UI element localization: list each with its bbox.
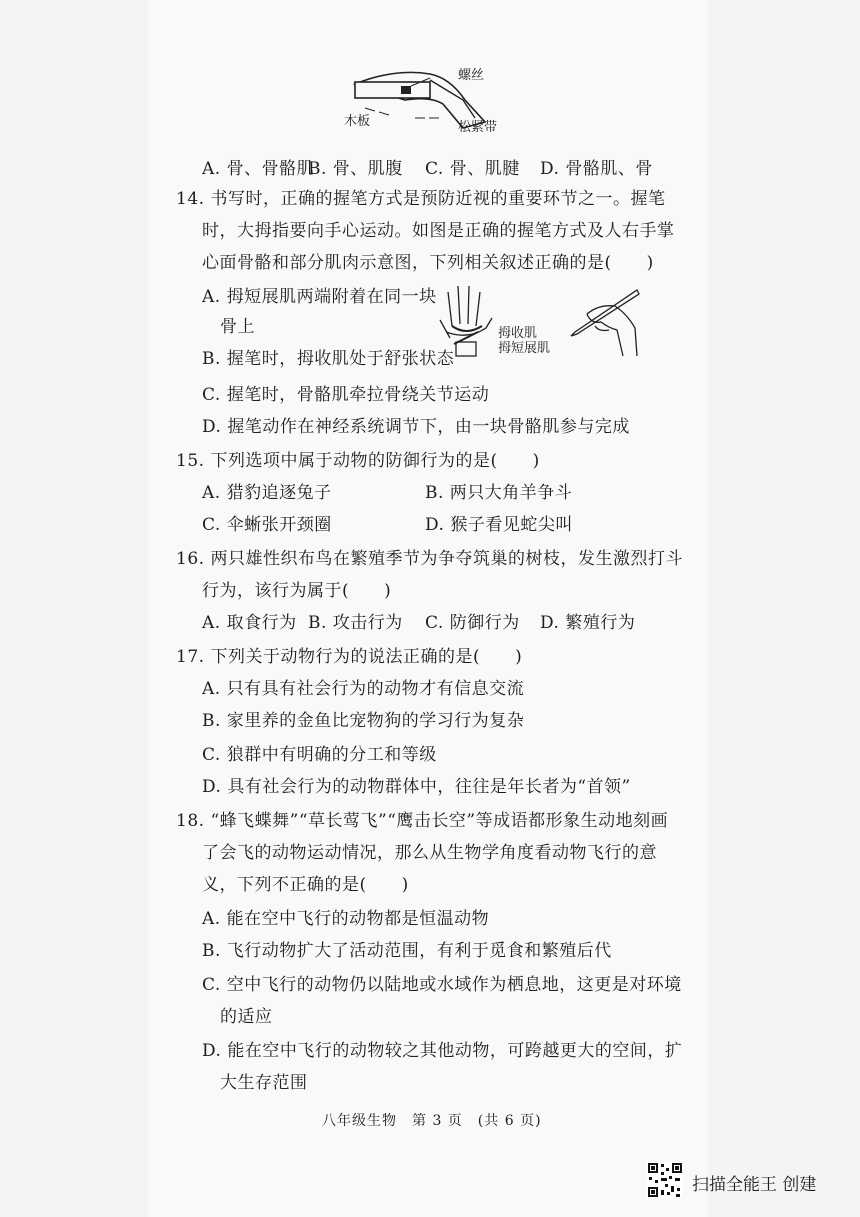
q15-option-b: B. 两只大角羊争斗 xyxy=(425,483,573,503)
q18-option-b: B. 飞行动物扩大了活动范围，有利于觅食和繁殖后代 xyxy=(202,941,612,961)
q18-option-d: D. 能在空中飞行的动物较之其他动物，可跨越更大的空间，扩 xyxy=(202,1041,683,1061)
q13-option-a: A. 骨、骨骼肌 xyxy=(202,159,315,179)
scanner-watermark: 扫描全能王 创建 xyxy=(692,1175,817,1195)
adductor-pollicis-label: 拇收肌 xyxy=(498,326,538,341)
q16-option-a: A. 取食行为 xyxy=(202,613,297,633)
band-label: 松紧带 xyxy=(458,120,498,135)
q17-option-c: C. 狼群中有明确的分工和等级 xyxy=(202,745,437,765)
q17-option-b: B. 家里养的金鱼比宠物狗的学习行为复杂 xyxy=(202,711,525,731)
abductor-pollicis-brevis-label: 拇短展肌 xyxy=(498,341,551,356)
q16-stem-line-1: 16. 两只雄性织布鸟在繁殖季节为争夺筑巢的树枝，发生激烈打斗 xyxy=(176,549,683,569)
qr-code-icon xyxy=(647,1162,683,1198)
q14-option-c: C. 握笔时，骨骼肌牵拉骨绕关节运动 xyxy=(202,385,490,405)
q17-option-d: D. 具有社会行为的动物群体中，往往是年长者为“首领” xyxy=(202,777,631,797)
q17-option-a: A. 只有具有社会行为的动物才有信息交流 xyxy=(202,679,525,699)
q14-option-b: B. 握笔时，拇收肌处于舒张状态 xyxy=(202,349,455,369)
q16-option-d: D. 繁殖行为 xyxy=(540,613,636,633)
q15-option-d: D. 猴子看见蛇尖叫 xyxy=(425,515,573,535)
screw-label: 螺丝 xyxy=(458,68,485,83)
q14-stem-line-1: 14. 书写时，正确的握笔方式是预防近视的重要环节之一。握笔 xyxy=(176,189,666,209)
q15-option-c: C. 伞蜥张开颈圈 xyxy=(202,515,332,535)
q18-option-c-cont: 的适应 xyxy=(220,1007,273,1027)
q13-option-b: B. 骨、肌腹 xyxy=(308,159,403,179)
q18-option-a: A. 能在空中飞行的动物都是恒温动物 xyxy=(202,909,490,929)
q14-stem-line-2: 时，大拇指要向手心运动。如图是正确的握笔方式及人右手掌 xyxy=(202,221,675,241)
q13-option-d: D. 骨骼肌、骨 xyxy=(540,159,653,179)
board-label: 木板 xyxy=(344,114,371,129)
q13-option-c: C. 骨、肌腱 xyxy=(425,159,520,179)
q18-stem-line-2: 了会飞的动物运动情况，那么从生物学角度看动物飞行的意 xyxy=(202,843,657,863)
q18-stem-line-3: 义，下列不正确的是( ) xyxy=(202,875,409,895)
q14-option-d: D. 握笔动作在神经系统调节下，由一块骨骼肌参与完成 xyxy=(202,417,630,437)
q18-option-c: C. 空中飞行的动物仍以陆地或水域作为栖息地，这更是对环境 xyxy=(202,975,682,995)
q14-option-a: A. 拇短展肌两端附着在同一块 xyxy=(202,287,437,307)
hand-holding-pen-figure xyxy=(565,286,645,358)
q15-stem: 15. 下列选项中属于动物的防御行为的是( ) xyxy=(176,451,540,471)
q18-option-d-cont: 大生存范围 xyxy=(220,1073,308,1093)
q14-stem-line-3: 心面骨骼和部分肌肉示意图，下列相关叙述正确的是( ) xyxy=(202,253,654,273)
q16-option-c: C. 防御行为 xyxy=(425,613,520,633)
q14-option-a-cont: 骨上 xyxy=(220,317,255,337)
page-footer: 八年级生物 第 3 页 (共 6 页) xyxy=(322,1113,542,1129)
q16-stem-line-2: 行为，该行为属于( ) xyxy=(202,581,392,601)
q16-option-b: B. 攻击行为 xyxy=(308,613,403,633)
q15-option-a: A. 猎豹追逐兔子 xyxy=(202,483,332,503)
q18-stem-line-1: 18. “蜂飞蝶舞”“草长莺飞”“鹰击长空”等成语都形象生动地刻画 xyxy=(176,811,669,831)
q17-stem: 17. 下列关于动物行为的说法正确的是( ) xyxy=(176,647,523,667)
hand-skeleton-figure xyxy=(438,282,500,364)
